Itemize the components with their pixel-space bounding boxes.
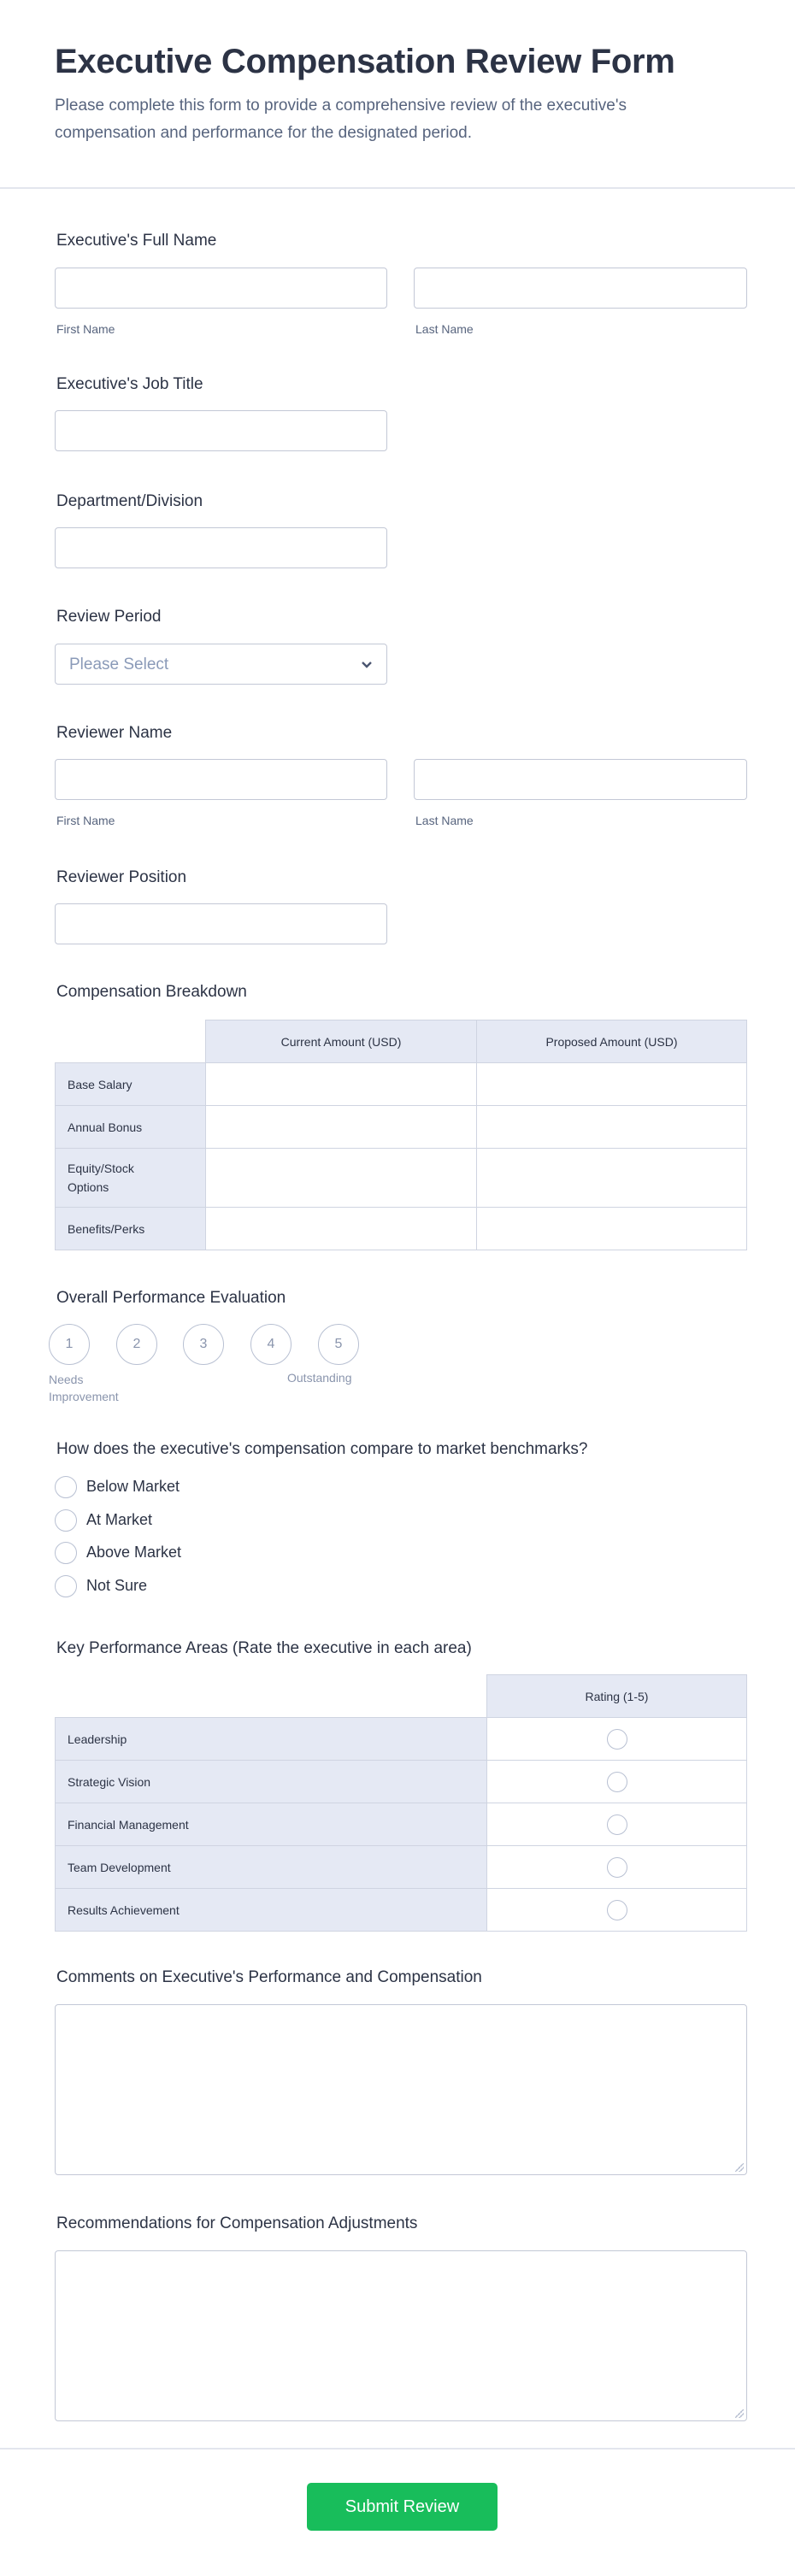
rating-radio[interactable]	[607, 1857, 627, 1878]
exec-first-name-sublabel: First Name	[56, 322, 115, 336]
table-row	[56, 1106, 747, 1149]
current-amount-cell[interactable]	[206, 1106, 477, 1149]
current-amount-cell[interactable]	[206, 1208, 477, 1250]
radio-label: Not Sure	[86, 1577, 148, 1594]
radio-not-sure[interactable]	[55, 1575, 77, 1597]
comments-textarea[interactable]	[55, 2004, 747, 2175]
exec-name-label: Executive's Full Name	[56, 232, 217, 250]
radio-label: At Market	[86, 1511, 153, 1528]
radio-below-market[interactable]	[55, 1476, 77, 1498]
scale-option-3[interactable]: 3	[183, 1324, 224, 1365]
empty-corner	[56, 1675, 487, 1718]
kpa-label: Key Performance Areas (Rate the executive in each area)	[56, 1639, 472, 1657]
table-row	[56, 1149, 747, 1208]
form-title: Executive Compensation Review Form	[55, 43, 675, 80]
radio-at-market[interactable]	[55, 1509, 77, 1532]
scale-option-5[interactable]: 5	[318, 1324, 359, 1365]
department-label: Department/Division	[56, 492, 203, 510]
table-row	[56, 1846, 747, 1889]
reviewer-first-name-sublabel: First Name	[56, 814, 115, 827]
radio-above-market[interactable]	[55, 1542, 77, 1564]
scale-option-4[interactable]: 4	[250, 1324, 292, 1365]
row-label: Strategic Vision	[56, 1761, 487, 1803]
row-label: Leadership	[56, 1718, 487, 1761]
compensation-label: Compensation Breakdown	[56, 983, 247, 1001]
row-label: Financial Management	[56, 1803, 487, 1846]
scale-option-2[interactable]: 2	[116, 1324, 157, 1365]
recommendations-label: Recommendations for Compensation Adjustments	[56, 2214, 418, 2232]
rating-radio[interactable]	[607, 1814, 627, 1835]
reviewer-first-name-input[interactable]	[55, 759, 387, 800]
kpa-table	[55, 1674, 747, 1932]
review-period-select[interactable]	[55, 644, 387, 685]
submit-button[interactable]: Submit Review	[307, 2483, 498, 2531]
row-label: Annual Bonus	[56, 1106, 206, 1149]
resize-handle-icon[interactable]	[735, 2163, 744, 2172]
column-header: Proposed Amount (USD)	[477, 1020, 747, 1063]
comments-label: Comments on Executive's Performance and Compensation	[56, 1968, 482, 1986]
form-subtitle: Please complete this form to provide a comprehensive review of the executive's compensation and performance for the designated period.	[55, 97, 627, 142]
exec-last-name-sublabel: Last Name	[415, 322, 474, 336]
reviewer-name-label: Reviewer Name	[56, 724, 173, 742]
scale-low-label: Needs Improvement	[49, 1373, 119, 1403]
review-period-label: Review Period	[56, 608, 162, 626]
empty-corner	[56, 1020, 206, 1063]
compensation-table	[55, 1020, 747, 1250]
exec-last-name-input[interactable]	[414, 268, 747, 309]
row-label: Results Achievement	[56, 1889, 487, 1932]
table-row	[56, 1208, 747, 1250]
resize-handle-icon[interactable]	[735, 2409, 744, 2418]
current-amount-cell[interactable]	[206, 1149, 477, 1208]
column-header: Rating (1-5)	[487, 1675, 747, 1718]
table-row	[56, 1063, 747, 1106]
proposed-amount-cell[interactable]	[477, 1208, 747, 1250]
reviewer-last-name-input[interactable]	[414, 759, 747, 800]
job-title-label: Executive's Job Title	[56, 375, 203, 393]
performance-label: Overall Performance Evaluation	[56, 1289, 286, 1307]
rating-radio[interactable]	[607, 1772, 627, 1792]
row-label: Base Salary	[56, 1063, 206, 1106]
reviewer-last-name-sublabel: Last Name	[415, 814, 474, 827]
current-amount-cell[interactable]	[206, 1063, 477, 1106]
market-question: How does the executive's compensation compare to market benchmarks?	[56, 1440, 588, 1458]
proposed-amount-cell[interactable]	[477, 1063, 747, 1106]
table-row	[56, 1718, 747, 1761]
row-label: Benefits/Perks	[56, 1208, 206, 1250]
radio-label: Above Market	[86, 1544, 182, 1561]
column-header: Current Amount (USD)	[206, 1020, 477, 1063]
job-title-input[interactable]	[55, 410, 387, 451]
review-period-placeholder: Please Select	[69, 656, 169, 673]
proposed-amount-cell[interactable]	[477, 1106, 747, 1149]
table-row	[56, 1889, 747, 1932]
row-label: Equity/Stock Options	[56, 1149, 206, 1208]
footer-divider	[0, 2448, 795, 2450]
scale-high-label: Outstanding	[287, 1371, 352, 1385]
table-row	[56, 1803, 747, 1846]
proposed-amount-cell[interactable]	[477, 1149, 747, 1208]
rating-radio[interactable]	[607, 1729, 627, 1750]
recommendations-textarea[interactable]	[55, 2250, 747, 2421]
reviewer-position-label: Reviewer Position	[56, 868, 187, 886]
table-row	[56, 1761, 747, 1803]
department-input[interactable]	[55, 527, 387, 568]
radio-label: Below Market	[86, 1478, 180, 1495]
reviewer-position-input[interactable]	[55, 903, 387, 944]
rating-radio[interactable]	[607, 1900, 627, 1920]
exec-first-name-input[interactable]	[55, 268, 387, 309]
scale-option-1[interactable]: 1	[49, 1324, 90, 1365]
chevron-down-icon	[359, 656, 374, 672]
header-divider	[0, 187, 795, 189]
row-label: Team Development	[56, 1846, 487, 1889]
